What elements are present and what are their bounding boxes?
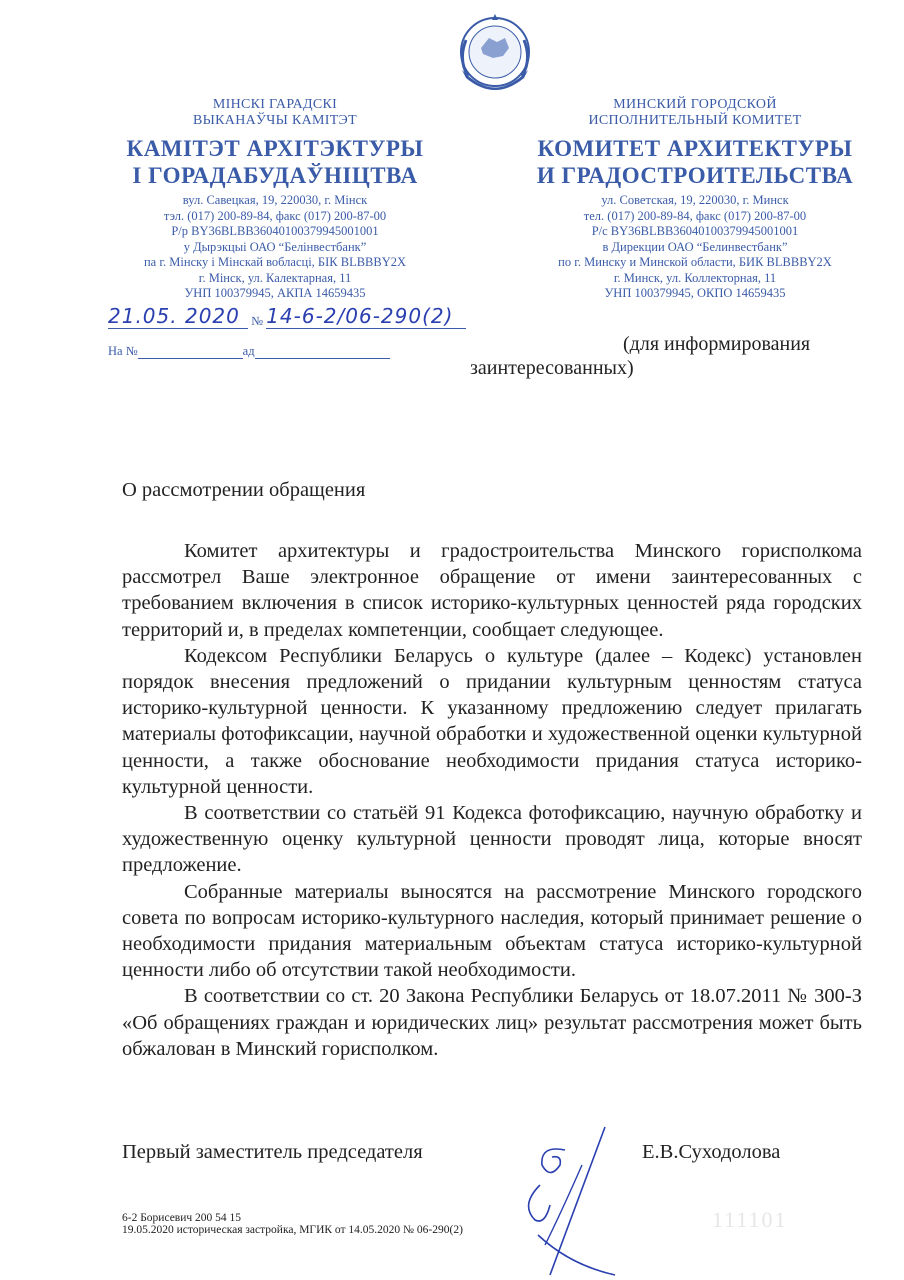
paragraph: В соответствии со статьёй 91 Кодекса фотофиксацию, научную обработку и художественную оценку культурной ценности проводят лица, которые вносят предложение. [122,802,862,877]
address-line: ул. Советская, 19, 220030, г. Минск [601,193,789,207]
org-line: ИСПОЛНИТЕЛЬНЫЙ КОМИТЕТ [588,113,802,128]
org-line: МИНСКИЙ ГОРОДСКОЙ [613,97,777,112]
footer-notes [122,1212,463,1236]
address-line: Р/с BY36BLBB36040100379945001001 [591,224,799,238]
handwritten-date: 21.05. 2020 [108,304,240,328]
signature-block [122,1141,802,1164]
address-line: в Дирекции ОАО “Белинвестбанк” [602,239,788,254]
letterhead-belarusian [90,97,460,302]
dept-line: І ГОРАДАБУДАЎНІЦТВА [132,163,418,188]
address-line: у Дырэкцыі ОАО “Белінвестбанк” [183,239,367,254]
executor-line: 6-2 Борисевич 200 54 15 [122,1212,242,1224]
addressee-line: заинтересованных) [470,357,634,379]
addressee-line: (для информирования [623,333,811,355]
address-line: г. Минск, ул. Коллекторная, 11 [613,270,777,285]
handwritten-signature [490,1125,620,1280]
signatory-position: Первый заместитель председателя [122,1141,423,1163]
address-line: УНП 100379945, АКПА 14659435 [184,286,366,300]
address-line: тэл. (017) 200-89-84, факс (017) 200-87-00 [163,208,387,223]
letter-body [122,538,862,1062]
org-line: ВЫКАНАЎЧЫ КАМІТЭТ [193,113,357,128]
subject-line: О рассмотрении обращения [122,479,366,501]
from-label: ад [242,344,255,358]
address-line: УНП 100379945, ОКПО 14659435 [604,286,786,300]
ref-label: На № [108,344,138,358]
dept-line: КОМИТЕТ АРХИТЕКТУРЫ [537,136,853,161]
addressee [470,332,810,380]
letterhead-russian [480,97,904,302]
address-line: Р/р BY36BLBB36040100379945001001 [171,224,379,238]
paragraph: Кодексом Республики Беларусь о культуре (далее – Кодекс) установлен порядок внесения предложений о придании культурным ценностям статуса историко-культурной ценности. К указанному предложению следует прилагать материалы фотофиксации, научной обработки и художественной оценки культурной ценности, а также обоснование необходимости придания статуса историко-культурной ценности. [122,644,862,798]
address-line: па г. Мінску і Мінскай вобласці, БІК BLBBBY2X [143,255,407,269]
reference-line: 19.05.2020 историческая застройка, МГИК от 14.05.2020 № 06-290(2) [122,1224,463,1236]
faint-stamp-number: 111101 [712,1207,788,1232]
org-line: МІНСКІ ГАРАДСКІ [212,97,338,112]
address-line: вул. Савецкая, 19, 220030, г. Мінск [182,193,368,207]
dept-line: КАМІТЭТ АРХІТЭКТУРЫ [126,136,424,161]
address-line: по г. Минску и Минской области, БИК BLBBBY2X [558,255,832,269]
paragraph: Комитет архитектуры и градостроительства Минского горисполкома рассмотрел Ваше электронное обращение от имени заинтересованных с требованием включения в список историко-культурных ценностей ряда городских территорий и, в пределах компетенции, сообщает следующее. [122,540,862,641]
handwritten-number: 14-6-2/06-290(2) [266,304,454,328]
number-label: № [251,314,264,328]
paragraph: В соответствии со ст. 20 Закона Республики Беларусь от 18.07.2011 № 300-З «Об обращениях граждан и юридических лиц» результат рассмотрения может быть обжалован в Минский горисполком. [122,985,862,1060]
signatory-name: Е.В.Суходолова [642,1141,781,1163]
address-line: г. Мінск, ул. Калектарная, 11 [198,270,352,285]
dept-line: И ГРАДОСТРОИТЕЛЬСТВА [536,163,854,188]
coat-of-arms-emblem [448,10,542,100]
registration-block [108,304,466,359]
address-line: тел. (017) 200-89-84, факс (017) 200-87-00 [583,208,807,223]
paragraph: Собранные материалы выносятся на рассмотрение Минского городского совета по вопросам историко-культурного наследия, который принимает решение о необходимости придания материальным объектам статуса историко-культурной ценности либо об отсутствии такой необходимости. [122,880,862,982]
